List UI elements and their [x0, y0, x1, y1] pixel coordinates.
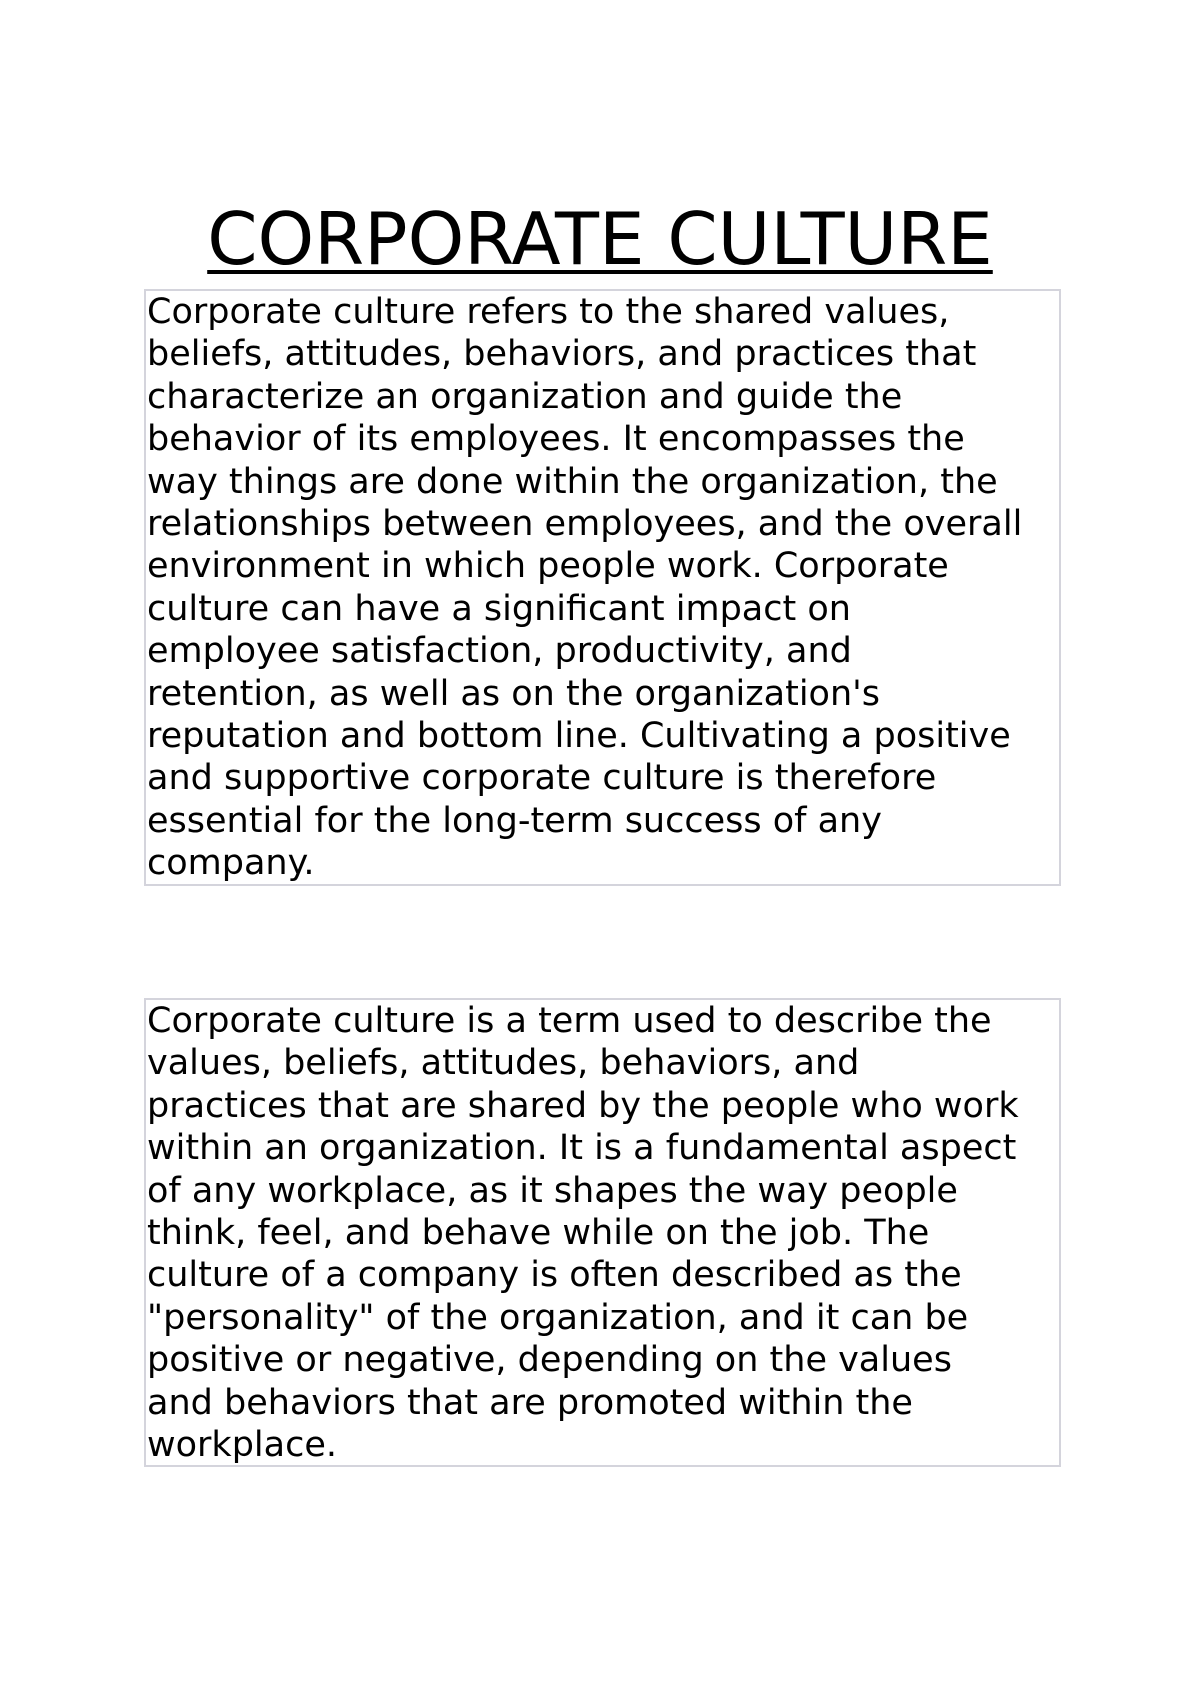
paragraph-line: environment in which people work. Corporate — [147, 546, 949, 587]
paragraph-line: characterize an organization and guide the — [147, 376, 903, 417]
paragraph-line: of any workplace, as it shapes the way people — [147, 1170, 958, 1211]
paragraph-line: behavior of its employees. It encompasses the — [147, 419, 965, 460]
document-title: CORPORATE CULTURE — [207, 197, 993, 281]
paragraph-line: within an organization. It is a fundamental aspect — [147, 1128, 1017, 1169]
paragraph-line: Corporate culture is a term used to describe the — [147, 1001, 992, 1041]
paragraph-line: culture of a company is often described as the — [147, 1255, 962, 1296]
paragraph-line: think, feel, and behave while on the job. The — [147, 1213, 930, 1254]
text-box-2 — [144, 998, 1061, 1467]
paragraph-line: positive or negative, depending on the values — [147, 1340, 952, 1381]
paragraph-line: values, beliefs, attitudes, behaviors, and — [147, 1043, 860, 1084]
paragraph-line: way things are done within the organization, the — [147, 461, 998, 502]
paragraph-line: retention, as well as on the organization's — [147, 673, 881, 714]
paragraph-line: Corporate culture refers to the shared values, — [147, 292, 950, 332]
paragraph-line: practices that are shared by the people who work — [147, 1085, 1019, 1126]
paragraph-line: "personality" of the organization, and it can be — [147, 1297, 969, 1338]
paragraph-line: and behaviors that are promoted within the — [147, 1382, 913, 1423]
paragraph-line: employee satisfaction, productivity, and — [147, 631, 852, 672]
paragraph-line: workplace. — [147, 1425, 337, 1466]
paragraph-line: relationships between employees, and the overall — [147, 504, 1023, 545]
paragraph-line: culture can have a significant impact on — [147, 588, 851, 629]
paragraph-line: essential for the long-term success of any — [147, 800, 882, 841]
paragraph-line: beliefs, attitudes, behaviors, and practices that — [147, 334, 977, 375]
paragraph-line: and supportive corporate culture is therefore — [147, 758, 937, 799]
paragraph-line: reputation and bottom line. Cultivating a positive — [147, 716, 1011, 757]
text-box-1 — [144, 289, 1061, 886]
paragraph-line: company. — [147, 843, 315, 884]
